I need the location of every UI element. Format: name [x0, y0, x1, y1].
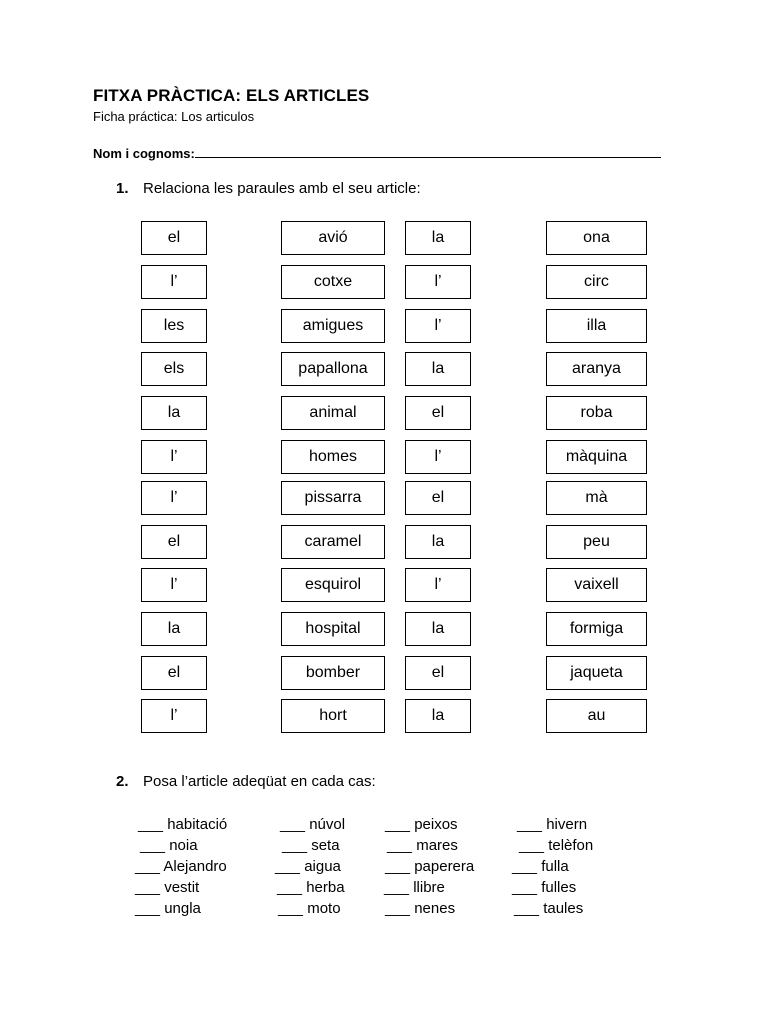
word-right-box[interactable]: mà: [546, 481, 647, 515]
word-left-box[interactable]: hort: [281, 699, 385, 733]
fill-in-item[interactable]: ___ mares: [387, 837, 458, 854]
article-right-box[interactable]: el: [405, 396, 471, 430]
exercise-1-number: 1.: [116, 180, 129, 197]
name-label: Nom i cognoms:: [93, 146, 195, 161]
article-left-box[interactable]: el: [141, 656, 207, 690]
word-right-box[interactable]: au: [546, 699, 647, 733]
article-right-box[interactable]: l’: [405, 309, 471, 343]
fill-in-item[interactable]: ___ nenes: [385, 900, 456, 917]
article-right-box[interactable]: la: [405, 612, 471, 646]
article-right-box[interactable]: l’: [405, 568, 471, 602]
word-left-box[interactable]: cotxe: [281, 265, 385, 299]
fill-in-item[interactable]: ___ Alejandro: [135, 858, 227, 875]
word-left-box[interactable]: animal: [281, 396, 385, 430]
name-field[interactable]: [93, 145, 661, 161]
article-right-box[interactable]: el: [405, 656, 471, 690]
article-left-box[interactable]: la: [141, 396, 207, 430]
word-left-box[interactable]: bomber: [281, 656, 385, 690]
word-right-box[interactable]: aranya: [546, 352, 647, 386]
article-right-box[interactable]: el: [405, 481, 471, 515]
fill-in-item[interactable]: ___ habitació: [138, 816, 228, 833]
article-left-box[interactable]: l’: [141, 568, 207, 602]
exercise-2-heading: [116, 773, 376, 790]
word-right-box[interactable]: vaixell: [546, 568, 647, 602]
word-right-box[interactable]: jaqueta: [546, 656, 647, 690]
article-right-box[interactable]: la: [405, 221, 471, 255]
article-left-box[interactable]: el: [141, 221, 207, 255]
fill-in-item[interactable]: ___ vestit: [135, 879, 200, 896]
fill-in-item[interactable]: ___ llibre: [384, 879, 445, 896]
word-left-box[interactable]: avió: [281, 221, 385, 255]
fill-in-item[interactable]: ___ noia: [140, 837, 198, 854]
word-left-box[interactable]: homes: [281, 440, 385, 474]
article-left-box[interactable]: el: [141, 525, 207, 559]
article-left-box[interactable]: l’: [141, 265, 207, 299]
word-left-box[interactable]: amigues: [281, 309, 385, 343]
word-right-box[interactable]: ona: [546, 221, 647, 255]
exercise-2-instruction: Posa l’article adeqüat en cada cas:: [143, 773, 376, 790]
article-right-box[interactable]: la: [405, 525, 471, 559]
word-right-box[interactable]: roba: [546, 396, 647, 430]
fill-in-item[interactable]: ___ seta: [282, 837, 340, 854]
exercise-1-heading: [116, 180, 421, 197]
word-left-box[interactable]: hospital: [281, 612, 385, 646]
fill-in-item[interactable]: ___ moto: [278, 900, 341, 917]
name-blank-line[interactable]: [195, 145, 661, 158]
article-left-box[interactable]: la: [141, 612, 207, 646]
fill-in-item[interactable]: ___ paperera: [385, 858, 475, 875]
fill-in-item[interactable]: ___ aigua: [275, 858, 341, 875]
fill-in-item[interactable]: ___ peixos: [385, 816, 458, 833]
exercise-1-instruction: Relaciona les paraules amb el seu article:: [143, 180, 421, 197]
article-left-box[interactable]: els: [141, 352, 207, 386]
fill-in-item[interactable]: ___ fulla: [512, 858, 569, 875]
word-right-box[interactable]: formiga: [546, 612, 647, 646]
word-left-box[interactable]: esquirol: [281, 568, 385, 602]
article-right-box[interactable]: la: [405, 352, 471, 386]
fill-in-item[interactable]: ___ fulles: [512, 879, 577, 896]
fill-in-item[interactable]: ___ herba: [277, 879, 345, 896]
word-right-box[interactable]: peu: [546, 525, 647, 559]
exercise-2-number: 2.: [116, 773, 129, 790]
word-right-box[interactable]: màquina: [546, 440, 647, 474]
fill-in-item[interactable]: ___ taules: [514, 900, 584, 917]
word-left-box[interactable]: papallona: [281, 352, 385, 386]
fill-in-item[interactable]: ___ núvol: [280, 816, 346, 833]
article-right-box[interactable]: la: [405, 699, 471, 733]
word-left-box[interactable]: pissarra: [281, 481, 385, 515]
article-left-box[interactable]: l’: [141, 440, 207, 474]
article-left-box[interactable]: l’: [141, 481, 207, 515]
article-left-box[interactable]: les: [141, 309, 207, 343]
fill-in-item[interactable]: ___ hivern: [517, 816, 588, 833]
word-right-box[interactable]: circ: [546, 265, 647, 299]
page-title: FITXA PRÀCTICA: ELS ARTICLES: [93, 86, 370, 105]
article-right-box[interactable]: l’: [405, 265, 471, 299]
word-left-box[interactable]: caramel: [281, 525, 385, 559]
article-right-box[interactable]: l’: [405, 440, 471, 474]
page-subtitle: Ficha práctica: Los articulos: [93, 109, 255, 124]
fill-in-item[interactable]: ___ telèfon: [519, 837, 594, 854]
word-right-box[interactable]: illa: [546, 309, 647, 343]
fill-in-item[interactable]: ___ ungla: [135, 900, 201, 917]
article-left-box[interactable]: l’: [141, 699, 207, 733]
